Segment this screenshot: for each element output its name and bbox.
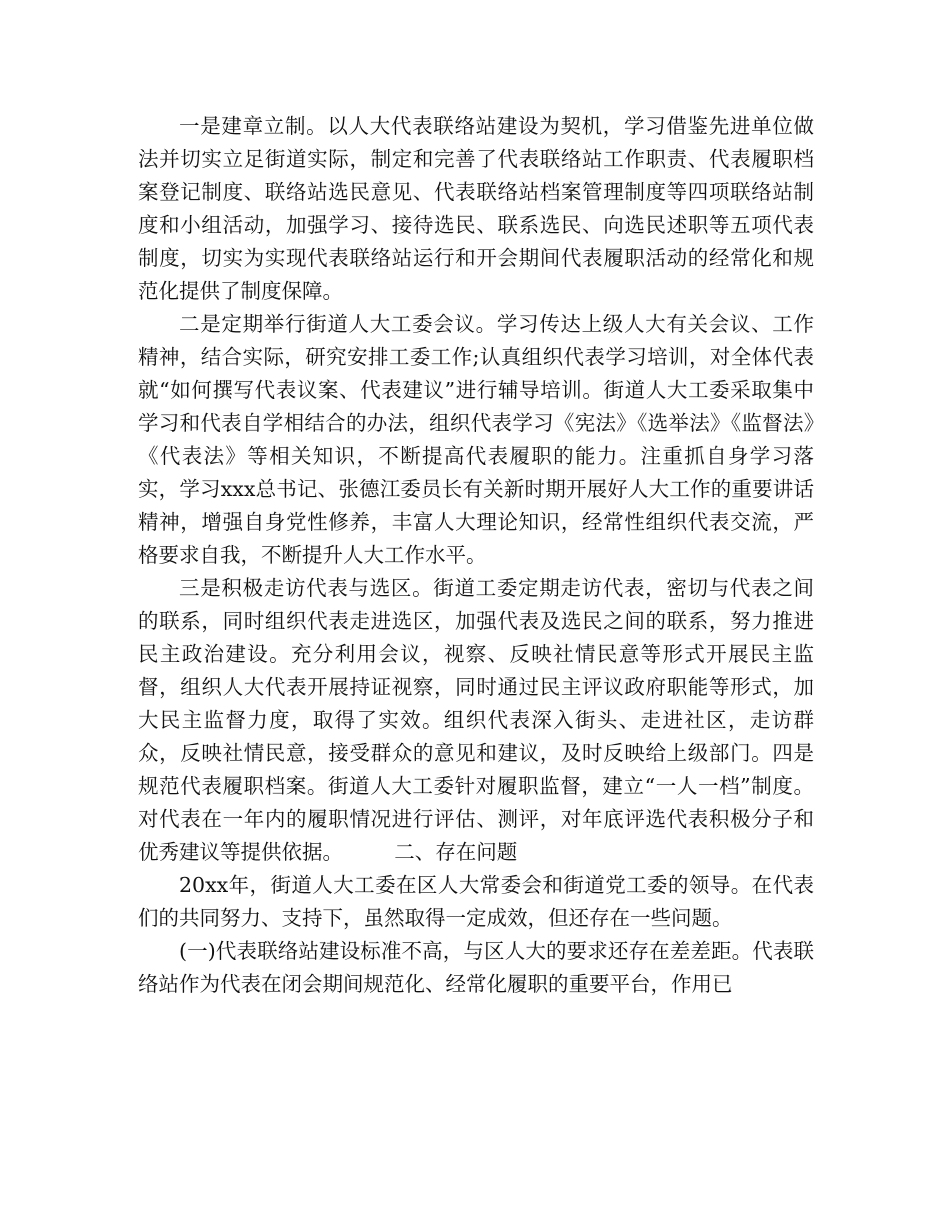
paragraph-problem-one: (一)代表联络站建设标准不高，与区人大的要求还存在差差距。代表联络站作为代表在闭会期间规范化、经常化履职的重要平台，作用已 [138, 939, 814, 996]
paragraph-visit-representatives: 三是积极走访代表与选区。街道工委定期走访代表，密切与代表之间的联系，同时组织代表走进选区，加强代表及选民之间的联系，努力推进民主政治建设。充分利用会议，视察、反映社情民意等形式开展民主监督，组织人大代表开展持证视察，同时通过民主评议政府职能等形式，加大民主监督力度，取得了实效。组织代表深入街头、走进社区，走访群众，反映社情民意，接受群众的意见和建议，及时反映给上级部门。四是规范代表履职档案。街道人大工委针对履职监督，建立“一人一档”制度。对代表在一年内的履职情况进行评估、测评，对年底评选代表积极分子和优秀建议等提供依据。 二、存在问题 [138, 576, 814, 864]
document-body [138, 110, 814, 1001]
paragraph-regular-meetings: 二是定期举行街道人大工委会议。学习传达上级人大有关会议、工作精神，结合实际，研究安排工委工作;认真组织代表学习培训，对全体代表就“如何撰写代表议案、代表建议”进行辅导培训。街道人大工委采取集中学习和代表自学相结合的办法，组织代表学习《宪法》《选举法》《监督法》《代表法》等相关知识，不断提高代表履职的能力。注重抓自身学习落实，学习xxx总书记、张德江委员长有关新时期开展好人大工作的重要讲话精神，增强自身党性修养，丰富人大理论知识，经常性组织代表交流，严格要求自我，不断提升人大工作水平。 [138, 312, 814, 567]
paragraph-establish-rules: 一是建章立制。以人大代表联络站建设为契机，学习借鉴先进单位做法并切实立足街道实际，制定和完善了代表联络站工作职责、代表履职档案登记制度、联络站选民意见、代表联络站档案管理制度等四项联络站制度和小组活动，加强学习、接待选民、联系选民、向选民述职等五项代表制度，切实为实现代表联络站运行和开会期间代表履职活动的经常化和规范化提供了制度保障。 [138, 114, 814, 303]
paragraph-existing-problems: 20xx年，街道人大工委在区人大常委会和街道党工委的领导。在代表们的共同努力、支持下，虽然取得一定成效，但还存在一些问题。 [138, 873, 814, 930]
